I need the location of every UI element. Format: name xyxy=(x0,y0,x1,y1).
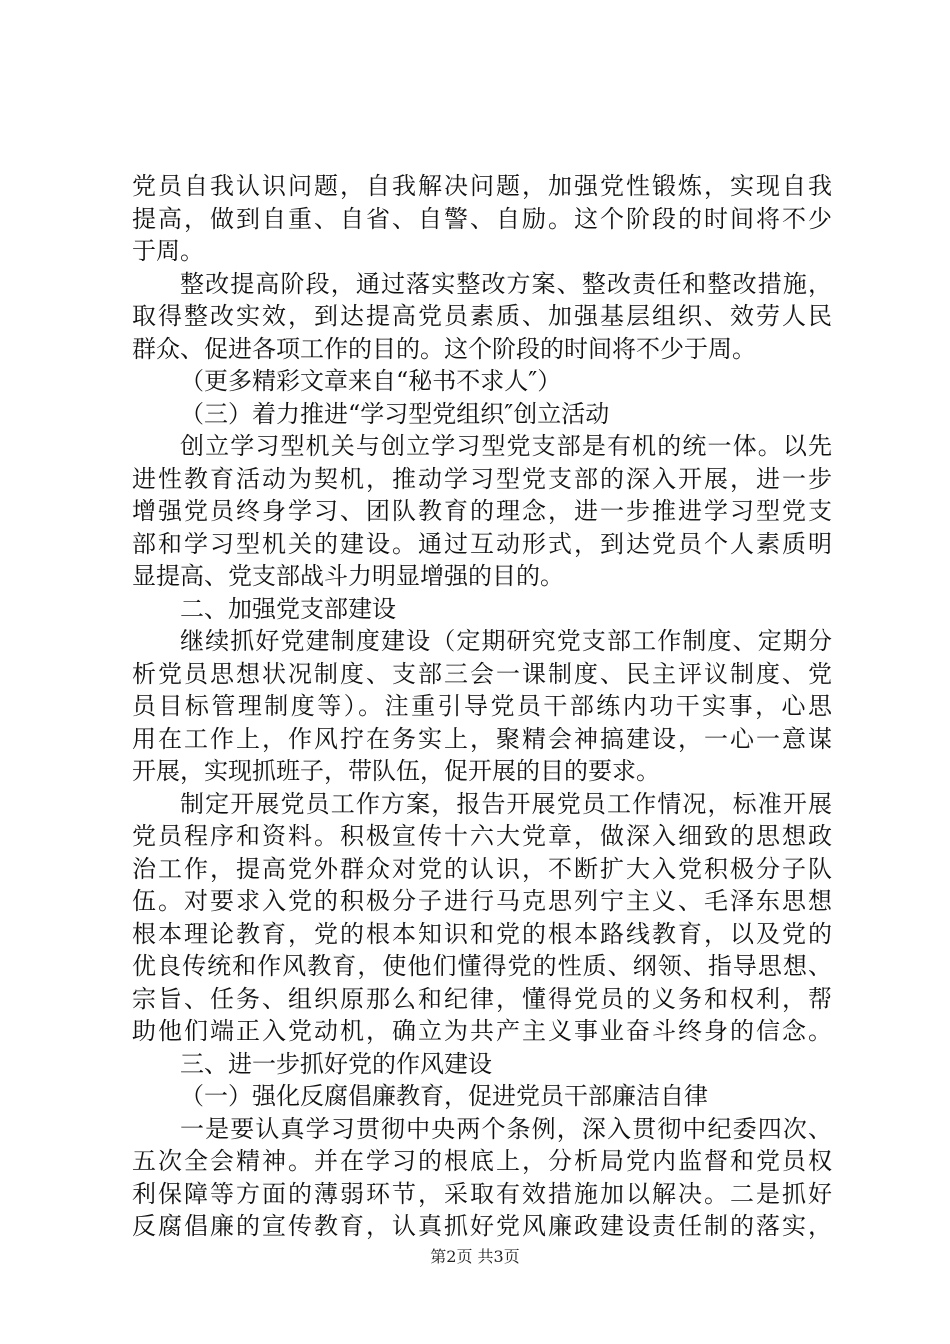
text-line: 用在工作上，作风拧在务实上，聚精会神搞建设，一心一意谋 xyxy=(132,724,832,753)
text-line: 二、加强党支部建设 xyxy=(180,594,396,623)
text-line: （更多精彩文章来自“秘书不求人″） xyxy=(180,367,562,395)
text-line: 开展，实现抓班子，带队伍，促开展的目的要求。 xyxy=(132,757,660,785)
text-line: 党员程序和资料。积极宣传十六大党章，做深入细致的思想政 xyxy=(132,822,832,850)
text-line: 显提高、党支部战斗力明显增强的目的。 xyxy=(132,562,564,590)
text-line: 三、进一步抓好党的作风建设 xyxy=(180,1049,492,1078)
text-line: 于周。 xyxy=(132,237,204,265)
text-line: 一是要认真学习贯彻中央两个条例，深入贯彻中纪委四次、 xyxy=(180,1114,832,1143)
text-line: 部和学习型机关的建设。通过互动形式，到达党员个人素质明 xyxy=(132,529,832,558)
text-line: 宗旨、任务、组织原那么和纪律，懂得党员的义务和权利，帮 xyxy=(132,984,832,1013)
text-line: 优良传统和作风教育，使他们懂得党的性质、纲领、指导思想、 xyxy=(132,952,832,980)
text-line: 群众、促进各项工作的目的。这个阶段的时间将不少于周。 xyxy=(132,334,756,363)
text-line: 创立学习型机关与创立学习型党支部是有机的统一体。以先 xyxy=(180,432,832,460)
text-line: 进性教育活动为契机，推动学习型党支部的深入开展，进一步 xyxy=(132,464,832,493)
text-line: 析党员思想状况制度、支部三会一课制度、民主评议制度、党 xyxy=(132,659,832,688)
text-line: 提高，做到自重、自省、自警、自励。这个阶段的时间将不少 xyxy=(132,204,832,233)
text-line: 治工作，提高党外群众对党的认识，不断扩大入党积极分子队 xyxy=(132,854,832,883)
document-body xyxy=(132,170,832,1243)
text-line: 五次全会精神。并在学习的根底上，分析局党内监督和党员权 xyxy=(132,1147,832,1175)
text-line: （一）强化反腐倡廉教育，促进党员干部廉洁自律 xyxy=(180,1082,708,1110)
text-line: 助他们端正入党动机，确立为共产主义事业奋斗终身的信念。 xyxy=(132,1017,832,1045)
text-line: 利保障等方面的薄弱环节，采取有效措施加以解决。二是抓好 xyxy=(132,1179,832,1208)
text-line: 增强党员终身学习、团队教育的理念，进一步推进学习型党支 xyxy=(132,497,832,525)
text-line: 员目标管理制度等）。注重引导党员干部练内功干实事，心思 xyxy=(132,692,832,720)
text-line: 制定开展党员工作方案，报告开展党员工作情况，标准开展 xyxy=(180,789,832,818)
text-line: 党员自我认识问题，自我解决问题，加强党性锻炼，实现自我 xyxy=(132,172,832,200)
text-line: 根本理论教育，党的根本知识和党的根本路线教育，以及党的 xyxy=(132,919,832,948)
text-line: 取得整改实效，到达提高党员素质、加强基层组织、效劳人民 xyxy=(132,302,832,330)
text-line: （三）着力推进“学习型党组织″创立活动 xyxy=(180,399,610,428)
text-line: 继续抓好党建制度建设（定期研究党支部工作制度、定期分 xyxy=(180,627,832,655)
text-line: 反腐倡廉的宣传教育，认真抓好党风廉政建设责任制的落实， xyxy=(132,1212,832,1240)
text-line: 伍。对要求入党的积极分子进行马克思列宁主义、毛泽东思想 xyxy=(132,887,832,915)
text-line: 整改提高阶段，通过落实整改方案、整改责任和整改措施， xyxy=(180,269,832,298)
page-footer: 第2页 共3页 xyxy=(430,1247,520,1266)
